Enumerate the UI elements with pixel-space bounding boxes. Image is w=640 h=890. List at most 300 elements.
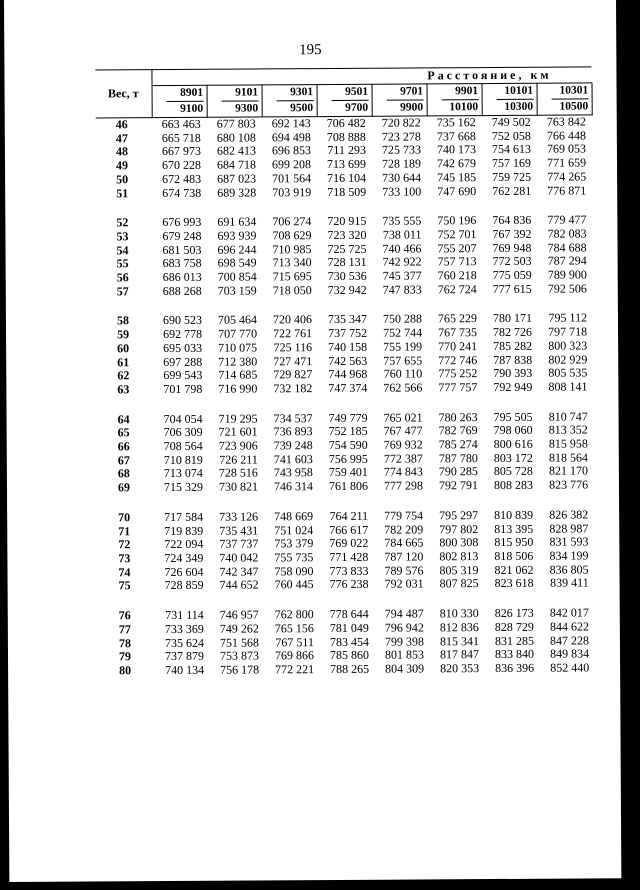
value-cell: 670 228: [161, 157, 202, 173]
value-cell: 795 112: [548, 310, 588, 326]
value-cell: 749 262: [219, 621, 259, 636]
weight-cell: 72: [118, 537, 131, 552]
tariff-table: [95, 66, 595, 678]
range-from: 10301: [559, 84, 589, 97]
value-cell: 777 757: [438, 380, 478, 395]
value-cell: 771 659: [547, 155, 587, 170]
value-cell: 701 798: [163, 381, 203, 396]
value-cell: 792 031: [384, 576, 424, 592]
value-cell: 772 387: [383, 451, 423, 466]
value-cell: 762 724: [437, 281, 477, 297]
value-cell: 713 699: [326, 156, 367, 172]
weight-cell: 46: [115, 117, 128, 132]
value-cell: 752 701: [437, 227, 477, 242]
value-cell: 693 939: [217, 228, 257, 243]
value-cell: 761 806: [328, 478, 369, 494]
value-cell: 778 644: [329, 606, 369, 622]
value-cell: 774 843: [383, 464, 423, 480]
value-cell: 747 374: [328, 380, 368, 395]
value-cell: 712 380: [218, 354, 258, 369]
value-cell: 808 283: [493, 477, 534, 493]
value-cell: 734 537: [273, 410, 313, 426]
weight-cell: 70: [118, 510, 131, 525]
value-cell: 727 471: [273, 353, 313, 368]
value-cell: 713 074: [163, 466, 203, 481]
weight-cell: 47: [115, 130, 128, 146]
value-cell: 780 171: [492, 311, 532, 326]
value-cell: 779 754: [384, 508, 424, 523]
value-cell: 767 392: [492, 226, 532, 241]
value-cell: 708 888: [326, 129, 366, 144]
value-cell: 707 770: [218, 326, 258, 341]
value-cell: 701 564: [272, 170, 312, 186]
range-to: 10100: [441, 99, 478, 115]
value-cell: 742 679: [436, 156, 477, 171]
distance-range-header: [207, 85, 262, 117]
distance-range-header: [317, 84, 372, 116]
value-cell: 667 973: [161, 144, 201, 159]
value-cell: 731 114: [165, 607, 204, 623]
value-cell: 772 503: [492, 254, 532, 269]
value-cell: 733 126: [219, 509, 259, 524]
value-cell: 820 353: [440, 661, 480, 676]
value-cell: 742 347: [219, 564, 259, 579]
value-cell: 847 228: [549, 632, 590, 648]
weight-cell: 52: [116, 215, 129, 230]
value-cell: 726 211: [219, 452, 258, 467]
value-cell: 743 958: [273, 465, 313, 480]
value-cell: 706 309: [163, 425, 203, 440]
value-cell: 717 584: [164, 509, 204, 524]
value-cell: 737 752: [327, 325, 368, 341]
value-cell: 715 695: [272, 269, 312, 284]
value-cell: 764 211: [329, 508, 369, 523]
distance-range-header: [372, 84, 427, 116]
weight-cell: 60: [117, 341, 130, 356]
value-cell: 759 401: [328, 465, 368, 480]
value-cell: 719 839: [164, 523, 204, 538]
value-cell: 772 221: [275, 662, 315, 677]
value-cell: 735 162: [436, 115, 476, 130]
value-cell: 735 555: [382, 213, 422, 228]
value-cell: 754 613: [491, 142, 531, 157]
value-cell: 735 431: [219, 523, 259, 538]
value-cell: 769 948: [492, 240, 532, 255]
document-page: [4, 0, 621, 882]
value-cell: 777 298: [383, 478, 424, 493]
value-cell: 740 158: [328, 339, 368, 354]
value-cell: 703 919: [272, 184, 312, 199]
value-cell: 708 564: [163, 438, 203, 454]
value-cell: 757 655: [383, 352, 423, 368]
value-cell: 787 780: [438, 450, 478, 466]
value-cell: 780 263: [438, 409, 478, 425]
value-cell: 674 738: [162, 185, 202, 200]
value-cell: 720 822: [381, 115, 421, 130]
value-cell: 783 454: [329, 634, 369, 649]
value-cell: 720 406: [272, 312, 313, 327]
value-cell: 769 866: [274, 648, 315, 663]
value-cell: 823 776: [549, 477, 589, 492]
value-cell: 710 985: [272, 241, 312, 256]
value-cell: 776 238: [329, 577, 369, 592]
value-cell: 785 282: [493, 338, 533, 353]
value-cell: 765 021: [383, 410, 423, 425]
value-cell: 782 769: [438, 423, 478, 438]
value-cell: 721 601: [218, 424, 258, 440]
value-cell: 716 990: [218, 381, 258, 396]
value-cell: 730 644: [382, 170, 422, 185]
distance-ranges-row: [96, 83, 592, 118]
value-cell: 766 448: [546, 128, 586, 143]
value-cell: 723 278: [381, 129, 421, 144]
value-cell: 805 728: [493, 464, 533, 479]
value-cell: 713 340: [272, 255, 312, 270]
value-cell: 823 618: [494, 576, 534, 591]
value-cell: 779 477: [547, 212, 587, 227]
value-cell: 777 615: [492, 281, 532, 296]
range-from: 9101: [235, 86, 259, 99]
value-cell: 748 669: [274, 508, 314, 524]
value-cell: 792 506: [547, 281, 587, 296]
value-cell: 750 288: [382, 311, 422, 327]
value-cell: 705 464: [217, 312, 258, 328]
value-cell: 771 428: [329, 549, 369, 565]
value-cell: 818 564: [548, 450, 588, 465]
value-cell: 755 199: [383, 339, 423, 354]
weight-cell: 69: [117, 480, 131, 495]
value-cell: 802 929: [548, 351, 588, 367]
value-cell: 725 725: [327, 241, 367, 256]
value-cell: 800 323: [548, 338, 588, 353]
value-cell: 844 622: [549, 619, 589, 634]
value-cell: 792 791: [438, 478, 479, 493]
value-cell: 775 252: [438, 366, 478, 381]
weight-cell: 65: [117, 425, 130, 440]
weight-cell: 76: [118, 608, 131, 623]
value-cell: 699 543: [163, 368, 203, 383]
value-cell: 800 616: [493, 436, 533, 452]
value-cell: 752 744: [382, 325, 423, 340]
weight-cell: 79: [118, 649, 132, 664]
value-cell: 732 182: [273, 381, 313, 396]
value-cell: 728 131: [327, 255, 367, 270]
value-cell: 692 778: [163, 326, 203, 342]
value-cell: 722 094: [164, 537, 204, 552]
distance-range-header: [262, 85, 317, 117]
value-cell: 711 293: [327, 143, 366, 158]
value-cell: 757 713: [437, 254, 477, 269]
weight-cell: 58: [116, 313, 130, 328]
value-cell: 737 737: [219, 536, 259, 551]
value-cell: 776 871: [547, 182, 587, 198]
value-cell: 756 995: [328, 451, 368, 466]
value-cell: 782 209: [384, 522, 424, 537]
value-cell: 781 049: [329, 620, 369, 635]
value-cell: 715 329: [163, 479, 204, 495]
value-cell: 769 932: [383, 437, 423, 452]
value-cell: 815 950: [494, 535, 534, 550]
value-cell: 747 690: [437, 183, 477, 198]
value-cell: 742 563: [328, 353, 368, 368]
value-cell: 691 634: [217, 214, 257, 229]
weight-cell: 78: [118, 635, 131, 650]
value-cell: 730 821: [218, 479, 259, 494]
value-cell: 772 746: [438, 352, 478, 367]
range-from: 9701: [400, 85, 424, 98]
value-cell: 826 173: [494, 605, 534, 621]
value-cell: 746 957: [219, 607, 259, 622]
value-cell: 765 156: [274, 620, 314, 636]
value-cell: 758 090: [274, 563, 314, 579]
value-cell: 682 413: [216, 143, 256, 159]
value-cell: 782 726: [492, 324, 533, 340]
value-cell: 749 779: [328, 410, 368, 425]
value-cell: 773 833: [329, 563, 369, 578]
value-cell: 801 853: [384, 647, 425, 662]
weight-cell: 74: [118, 564, 131, 579]
value-cell: 746 314: [273, 479, 314, 494]
range-to: 10300: [496, 99, 533, 115]
value-cell: 767 735: [437, 325, 478, 340]
value-cell: 767 477: [383, 423, 423, 439]
range-to: 9100: [166, 101, 203, 117]
value-cell: 689 328: [217, 184, 257, 200]
value-cell: 728 859: [164, 578, 204, 593]
value-cell: 749 502: [491, 114, 531, 130]
value-cell: 804 309: [385, 661, 425, 676]
value-cell: 723 320: [327, 227, 367, 242]
value-cell: 792 949: [493, 379, 533, 394]
value-cell: 849 834: [550, 646, 590, 661]
value-cell: 720 915: [327, 214, 367, 229]
value-cell: 728 516: [218, 465, 258, 481]
distance-range-header: [427, 84, 482, 116]
distance-range-header: [152, 85, 207, 117]
distance-range-header: [537, 83, 592, 115]
value-cell: 764 836: [492, 213, 532, 228]
value-cell: 785 860: [329, 647, 370, 663]
weight-cell: 48: [115, 144, 128, 159]
value-cell: 784 688: [547, 240, 587, 255]
weight-cell: 77: [118, 622, 131, 637]
value-cell: 744 652: [219, 577, 259, 593]
value-cell: 769 022: [329, 536, 369, 551]
range-from: 9501: [345, 85, 369, 98]
value-cell: 765 229: [437, 311, 477, 326]
range-to: 10500: [551, 98, 588, 114]
value-cell: 836 396: [495, 660, 535, 675]
value-cell: 834 199: [549, 548, 589, 563]
value-cell: 751 024: [274, 522, 314, 537]
weight-cell: 67: [117, 453, 130, 468]
range-to: 9700: [331, 100, 368, 116]
value-cell: 839 411: [550, 575, 589, 591]
value-cell: 787 120: [384, 549, 424, 564]
value-cell: 797 718: [548, 324, 588, 339]
weight-cell: 49: [115, 158, 129, 173]
value-cell: 828 729: [494, 619, 534, 634]
value-cell: 821 062: [494, 562, 534, 577]
distance-range-header: [482, 83, 537, 115]
value-cell: 745 185: [437, 169, 477, 185]
value-cell: 672 483: [162, 171, 202, 186]
weight-cell: 71: [118, 523, 131, 538]
value-cell: 787 838: [493, 352, 533, 367]
distance-column-header: Расстояние, км: [151, 67, 591, 86]
range-from: 8901: [180, 86, 204, 99]
value-cell: 815 958: [548, 436, 588, 451]
range-to: 9300: [221, 100, 258, 116]
value-cell: 696 853: [271, 143, 311, 158]
value-cell: 808 141: [548, 379, 588, 394]
value-cell: 706 274: [272, 214, 312, 229]
value-cell: 726 604: [164, 564, 204, 579]
value-cell: 802 813: [439, 549, 479, 564]
weight-cell: 64: [117, 411, 130, 426]
value-cell: 813 395: [494, 521, 534, 536]
range-to: 9900: [386, 99, 423, 115]
value-cell: 679 248: [162, 228, 202, 243]
value-cell: 759 725: [492, 169, 532, 184]
weight-cell: 63: [117, 382, 130, 397]
value-cell: 735 347: [327, 312, 367, 327]
value-cell: 760 110: [383, 366, 423, 381]
value-cell: 755 207: [437, 240, 477, 255]
value-cell: 733 369: [164, 621, 204, 636]
value-cell: 718 509: [327, 184, 367, 199]
value-cell: 787 294: [547, 253, 587, 269]
value-cell: 697 288: [163, 354, 203, 369]
value-cell: 796 942: [384, 620, 424, 635]
value-cell: 718 050: [272, 282, 312, 298]
value-cell: 725 733: [381, 142, 421, 158]
value-cell: 740 173: [436, 142, 476, 157]
value-cell: 677 803: [216, 116, 256, 131]
value-cell: 790 285: [438, 464, 478, 479]
range-from: 9301: [290, 86, 314, 99]
value-cell: 725 116: [273, 339, 313, 355]
value-cell: 812 836: [439, 619, 479, 635]
value-cell: 753 379: [274, 536, 314, 551]
value-cell: 788 265: [330, 661, 370, 676]
table-body: [96, 115, 596, 678]
value-cell: 751 568: [219, 634, 259, 650]
value-cell: 752 058: [491, 128, 531, 143]
value-cell: 684 718: [216, 157, 257, 172]
weight-cell: 57: [116, 283, 129, 299]
weight-cell: 51: [116, 185, 129, 200]
weight-cell: 73: [118, 551, 131, 566]
value-cell: 703 159: [217, 283, 257, 298]
range-from: 10101: [504, 84, 534, 97]
value-cell: 803 172: [493, 450, 533, 465]
value-cell: 805 319: [439, 562, 479, 578]
value-cell: 699 208: [271, 157, 312, 172]
value-cell: 716 104: [327, 170, 367, 185]
value-cell: 810 839: [494, 507, 534, 522]
weight-cell: 56: [116, 270, 129, 285]
value-cell: 774 265: [547, 169, 587, 184]
value-cell: 789 576: [384, 563, 424, 578]
value-cell: 795 505: [493, 409, 533, 424]
value-cell: 770 241: [438, 338, 478, 354]
value-cell: 728 189: [381, 156, 422, 171]
weight-cell: 54: [116, 242, 129, 257]
value-cell: 805 535: [548, 365, 588, 380]
value-cell: 818 506: [494, 548, 534, 563]
value-cell: 763 842: [546, 114, 586, 129]
value-cell: 729 827: [273, 367, 313, 382]
value-cell: 799 398: [384, 633, 424, 649]
value-cell: 810 330: [439, 606, 479, 621]
range-from: 9901: [455, 85, 479, 98]
value-cell: 738 011: [382, 227, 422, 242]
value-cell: 695 033: [163, 340, 203, 355]
value-cell: 708 629: [272, 228, 312, 243]
page-number: 195: [299, 42, 322, 59]
value-cell: 739 248: [273, 438, 313, 453]
weight-cell: 59: [117, 327, 130, 342]
value-cell: 831 285: [494, 633, 534, 648]
value-cell: 815 341: [439, 633, 479, 648]
value-cell: 826 382: [549, 507, 589, 522]
value-cell: 745 377: [382, 268, 422, 283]
value-cell: 680 108: [216, 130, 256, 145]
weight-cell: 55: [116, 256, 129, 271]
weight-column-header: Вес, т: [95, 70, 151, 118]
value-cell: 800 308: [439, 535, 479, 550]
value-cell: 737 879: [164, 648, 205, 664]
value-cell: 740 042: [219, 550, 259, 565]
value-cell: 789 900: [547, 267, 587, 282]
weight-cell: 68: [117, 466, 130, 481]
value-cell: 740 134: [165, 662, 205, 677]
value-cell: 795 297: [439, 507, 479, 523]
value-cell: 732 942: [327, 282, 367, 297]
value-cell: 828 987: [549, 521, 589, 536]
value-cell: 698 549: [217, 255, 257, 271]
value-cell: 797 802: [439, 521, 479, 536]
value-cell: 753 873: [219, 648, 260, 663]
value-cell: 686 013: [162, 269, 202, 285]
weight-cell: 53: [116, 229, 129, 244]
value-cell: 736 893: [273, 424, 313, 439]
value-cell: 733 100: [382, 183, 422, 199]
value-cell: 752 185: [328, 424, 368, 439]
value-cell: 798 060: [493, 423, 533, 438]
table-header: [95, 67, 591, 118]
value-cell: 737 668: [436, 128, 476, 144]
value-cell: 757 169: [491, 155, 532, 171]
value-cell: 714 685: [218, 367, 258, 382]
weight-cell: 61: [117, 354, 130, 369]
value-cell: 730 536: [327, 268, 367, 284]
value-cell: 769 053: [546, 141, 587, 157]
value-cell: 665 718: [161, 130, 201, 145]
value-cell: 719 295: [218, 411, 258, 426]
value-cell: 742 922: [382, 254, 422, 270]
value-cell: 683 758: [162, 256, 202, 271]
value-cell: 842 017: [549, 605, 589, 620]
value-cell: 724 349: [164, 550, 204, 566]
value-cell: 744 968: [328, 367, 368, 382]
value-cell: 817 847: [439, 647, 480, 662]
value-cell: 676 993: [162, 215, 202, 230]
value-cell: 747 833: [382, 282, 422, 297]
value-cell: 681 503: [162, 242, 202, 257]
value-cell: 760 218: [437, 268, 477, 283]
